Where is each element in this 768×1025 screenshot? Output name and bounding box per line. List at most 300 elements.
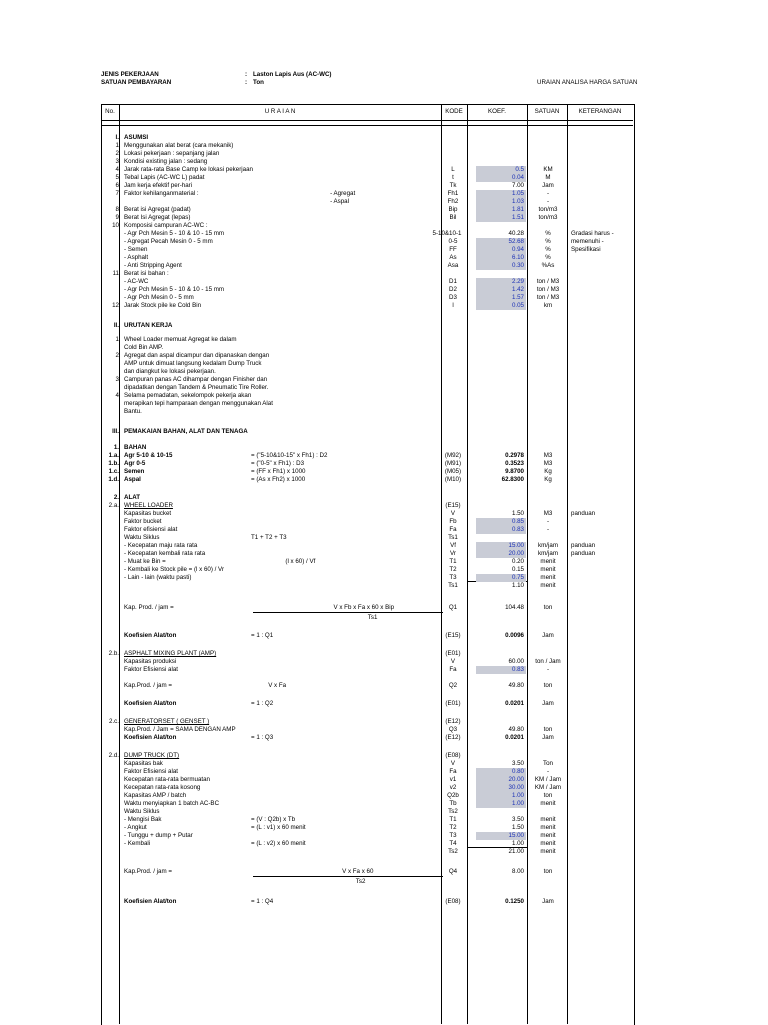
row-number: 1.d. xyxy=(108,476,119,483)
table-row xyxy=(101,558,633,566)
row-number: III. xyxy=(112,428,119,435)
row-kode: v1 xyxy=(449,776,457,783)
row-satuan: ton xyxy=(543,792,553,799)
row-koefisien: 6.10 xyxy=(476,254,526,262)
row-kode: T2 xyxy=(449,566,457,573)
row-satuan: menit xyxy=(540,816,556,823)
table-row xyxy=(101,726,633,734)
row-koefisien: 0.2978 xyxy=(505,452,524,459)
row-uraian: Jarak rata-rata Base Camp ke lokasi pekerjaan xyxy=(124,166,253,173)
row-satuan: M xyxy=(545,174,551,181)
row-uraian: Faktor bucket xyxy=(124,518,162,525)
row-satuan: M3 xyxy=(543,452,553,459)
row-keterangan: memenuhi - xyxy=(571,238,604,245)
row-satuan: M3 xyxy=(543,460,553,467)
row-uraian: - Angkut xyxy=(124,824,147,831)
row-kode: Fa xyxy=(449,768,457,775)
table-row xyxy=(101,502,633,510)
satuan-pembayaran-label: SATUAN PEMBAYARAN xyxy=(101,79,172,86)
row-kode: T2 xyxy=(449,824,457,831)
table-row xyxy=(101,734,633,742)
row-formula: = 1 : Q1 xyxy=(251,632,274,639)
row-kode: Tk xyxy=(449,182,457,189)
row-uraian: - Tunggu + dump + Putar xyxy=(124,832,193,839)
table-row xyxy=(101,666,633,674)
row-satuan: M3 xyxy=(543,510,553,517)
row-uraian: Berat Isi Agregat (lepas) xyxy=(124,214,191,221)
row-number: 2.c. xyxy=(109,718,119,725)
row-kode: Fa xyxy=(449,526,457,533)
row-number: 9 xyxy=(115,214,119,221)
row-uraian: Aspal xyxy=(124,476,141,483)
row-koefisien: 0.1250 xyxy=(505,898,524,905)
table-row xyxy=(101,878,633,886)
table-row xyxy=(101,700,633,708)
row-uraian: AMP untuk dimuat langsung kedalam Dump Truck xyxy=(124,360,262,367)
row-number: 2.a. xyxy=(108,502,119,509)
row-koefisien: 1.00 xyxy=(476,792,526,800)
table-row xyxy=(101,604,633,612)
table-row xyxy=(101,550,633,558)
row-koefisien: 21.00 xyxy=(508,848,524,855)
row-kode: (M05) xyxy=(444,468,462,475)
row-satuan: Kg xyxy=(544,476,552,483)
row-uraian: Kap.Prod. / Jam = SAMA DENGAN AMP xyxy=(124,726,236,733)
row-koefisien: 1.42 xyxy=(476,286,526,294)
row-formula: = (V : Q2b) x Tb xyxy=(251,816,296,823)
row-satuan: ton / M3 xyxy=(536,278,560,285)
row-kode: 5-10&10-1 xyxy=(432,230,462,237)
row-kode: (E01) xyxy=(445,650,461,657)
row-koefisien: 1.81 xyxy=(476,206,526,214)
row-uraian: Campuran panas AC dihampar dengan Finisher dan xyxy=(124,376,268,383)
row-number: 2 xyxy=(115,352,119,359)
table-row xyxy=(101,752,633,760)
table-row xyxy=(101,254,633,262)
row-satuan: Jam xyxy=(542,182,554,189)
table-row xyxy=(101,400,633,408)
table-row xyxy=(101,286,633,294)
row-kode: Fa xyxy=(449,666,457,673)
row-uraian: Berat isi Agregat (padat) xyxy=(124,206,191,213)
row-uraian: Faktor Efisiensi alat xyxy=(124,666,178,673)
row-satuan: % xyxy=(545,246,551,253)
table-row xyxy=(101,190,633,198)
row-koefisien: 0.30 xyxy=(476,262,526,270)
table-row xyxy=(101,848,633,856)
table-row xyxy=(101,526,633,534)
row-uraian: - Mengisi Bak xyxy=(124,816,162,823)
row-koefisien: 0.3523 xyxy=(505,460,524,467)
row-koefisien: 1.05 xyxy=(476,190,526,198)
row-formula: = (L : v2) x 60 menit xyxy=(251,840,306,847)
row-koefisien: 104.48 xyxy=(505,604,524,611)
row-koefisien: 1.10 xyxy=(511,582,524,589)
row-uraian: PEMAKAIAN BAHAN, ALAT DAN TENAGA xyxy=(124,428,248,435)
row-uraian: Waktu Siklus xyxy=(124,534,160,541)
row-uraian: Jarak Stock pile ke Cold Bin xyxy=(124,302,202,309)
table-row xyxy=(101,542,633,550)
row-uraian: - Agr Pch Mesin 5 - 10 & 10 - 15 mm xyxy=(124,230,225,237)
row-koefisien: 1.57 xyxy=(476,294,526,302)
row-koefisien: 0.05 xyxy=(476,302,526,310)
table-row xyxy=(101,898,633,906)
row-uraian: - Semen xyxy=(124,246,148,253)
fraction-line-q4 xyxy=(253,876,443,877)
row-satuan: ton / M3 xyxy=(536,286,560,293)
row-satuan: - xyxy=(546,190,550,197)
row-kode: Q3 xyxy=(448,726,458,733)
row-kode: T1 xyxy=(449,816,457,823)
table-row xyxy=(101,518,633,526)
row-kode: Q2 xyxy=(448,682,458,689)
row-uraian: Kondisi existing jalan : sedang xyxy=(124,158,208,165)
row-number: 1.b. xyxy=(108,460,119,467)
row-kode: (E08) xyxy=(445,752,461,759)
row-uraian: Agr 0-5 xyxy=(124,460,146,467)
row-satuan: Jam xyxy=(542,734,554,741)
row-uraian: Waktu Siklus xyxy=(124,808,160,815)
row-formula: T1 + T2 + T3 xyxy=(251,534,287,541)
table-row xyxy=(101,174,633,182)
row-kode: Fh1 xyxy=(447,190,459,197)
row-kode: FF xyxy=(449,246,457,253)
row-satuan: - xyxy=(546,768,550,775)
table-row xyxy=(101,278,633,286)
row-kode: (E12) xyxy=(445,734,461,741)
row-uraian: - Lain - lain (waktu pasti) xyxy=(124,574,192,581)
row-satuan: - xyxy=(546,518,550,525)
row-satuan: % xyxy=(545,230,551,237)
row-koefisien: 1.00 xyxy=(511,840,524,847)
row-kode: Bil xyxy=(449,214,457,221)
fraction-line-q1 xyxy=(253,612,443,613)
row-kode: V xyxy=(450,760,456,767)
table-row xyxy=(101,832,633,840)
uraian-analisa-title: URAIAN ANALISA HARGA SATUAN xyxy=(537,79,638,86)
row-uraian: Lokasi pekerjaan : sepanjang jalan xyxy=(124,150,220,157)
jenis-pekerjaan-label: JENIS PEKERJAAN xyxy=(101,71,159,78)
table-row xyxy=(101,792,633,800)
row-koefisien: 15.00 xyxy=(476,832,526,840)
row-kode: (E08) xyxy=(445,898,461,905)
row-kode: Ts2 xyxy=(448,808,458,815)
row-satuan: - xyxy=(546,526,550,533)
row-koefisien: 0.85 xyxy=(476,518,526,526)
table-row xyxy=(101,270,633,278)
row-kode: Q1 xyxy=(448,604,458,611)
row-kode: T3 xyxy=(449,832,457,839)
row-koefisien: 0.94 xyxy=(476,246,526,254)
row-koefisien: 0.80 xyxy=(476,768,526,776)
row-koefisien: 2.29 xyxy=(476,278,526,286)
row-formula: = (FF x Fh1) x 1000 xyxy=(251,468,306,475)
row-satuan: ton xyxy=(543,604,553,611)
row-uraian: Jam kerja efektif per-hari xyxy=(124,182,193,189)
row-koefisien: 1.03 xyxy=(476,198,526,206)
row-koefisien: 30.00 xyxy=(476,784,526,792)
row-satuan: menit xyxy=(540,566,556,573)
row-satuan: % xyxy=(545,238,551,245)
row-formula: V x Fb x Fa x 60 x Bip xyxy=(251,604,395,611)
table-row xyxy=(101,392,633,400)
row-satuan: KM xyxy=(543,166,553,173)
table-row xyxy=(101,582,633,590)
row-kode: Vr xyxy=(450,550,456,557)
row-uraian: Koefisien Alat/ton xyxy=(124,898,177,905)
row-satuan: ton / Jam xyxy=(535,658,561,665)
row-formula: Ts2 xyxy=(251,878,366,885)
row-number: 8 xyxy=(115,206,119,213)
row-koefisien: 0.83 xyxy=(476,666,526,674)
row-uraian: Kecepatan rata-rata kosong xyxy=(124,784,201,791)
row-satuan: menit xyxy=(540,582,556,589)
table-row xyxy=(101,534,633,542)
row-kode: V xyxy=(450,510,456,517)
row-uraian: Faktor kehilanganmaterial : xyxy=(124,190,199,197)
table-row xyxy=(101,476,633,484)
row-koefisien: 0.0096 xyxy=(505,632,524,639)
table-row xyxy=(101,776,633,784)
table-row xyxy=(101,428,633,436)
row-uraian: dipadatkan dengan Tandem & Pneumatic Tire Roller. xyxy=(124,384,269,391)
row-formula: V x Fa x 60 xyxy=(251,868,374,875)
row-koefisien: 0.20 xyxy=(511,558,524,565)
row-uraian: Selama pemadatan, sekelompok pekerja akan xyxy=(124,392,252,399)
row-formula: V x Fa xyxy=(251,682,287,689)
table-row xyxy=(101,182,633,190)
table-row xyxy=(101,682,633,690)
row-kode: Fh2 xyxy=(447,198,459,205)
row-uraian: dan diangkut ke lokasi pekerjaan. xyxy=(124,368,216,375)
row-uraian: - Agregat Pecah Mesin 0 - 5 mm xyxy=(124,238,213,245)
row-koefisien: 7.00 xyxy=(511,182,524,189)
row-satuan: ton / M3 xyxy=(536,294,560,301)
row-koefisien: 0.5 xyxy=(476,166,526,174)
row-satuan: menit xyxy=(540,558,556,565)
row-formula: - Aspal xyxy=(251,198,349,205)
row-number: 2.b. xyxy=(108,650,119,657)
row-kode: (E15) xyxy=(445,502,461,509)
row-kode: Vf xyxy=(450,542,456,549)
row-uraian: Menggunakan alat berat (cara mekanik) xyxy=(124,142,234,149)
table-row xyxy=(101,510,633,518)
table-row xyxy=(101,158,633,166)
row-kode: Q2b xyxy=(447,792,459,799)
table-row xyxy=(101,322,633,330)
table-row xyxy=(101,718,633,726)
row-uraian: Wheel Loader memuat Agregat ke dalam xyxy=(124,336,237,343)
row-satuan: menit xyxy=(540,824,556,831)
table-row xyxy=(101,198,633,206)
row-koefisien: 60.00 xyxy=(508,658,524,665)
col-header-uraian: U R A I A N xyxy=(264,108,296,115)
table-row xyxy=(101,134,633,142)
table-row xyxy=(101,800,633,808)
row-formula: = 1 : Q2 xyxy=(251,700,274,707)
row-keterangan: panduan xyxy=(571,550,596,557)
row-uraian: - Agr Pch Mesin 5 - 10 & 10 - 15 mm xyxy=(124,286,225,293)
row-kode: v2 xyxy=(449,784,457,791)
row-koefisien: 49.80 xyxy=(508,682,524,689)
row-uraian: Tebal Lapis (AC-WC L) padat xyxy=(124,174,205,181)
row-uraian: - Agr Pch Mesin 0 - 5 mm xyxy=(124,294,194,301)
row-satuan: ton xyxy=(543,726,553,733)
header-divider-2 xyxy=(101,125,633,126)
row-koefisien: 3.50 xyxy=(511,816,524,823)
table-row xyxy=(101,494,633,502)
row-uraian: ASUMSI xyxy=(124,134,149,141)
table-row xyxy=(101,816,633,824)
table-row xyxy=(101,262,633,270)
table-row xyxy=(101,222,633,230)
row-koefisien: 1.50 xyxy=(511,824,524,831)
row-formula: = ("5-10&10-15" x Fh1) : D2 xyxy=(251,452,328,459)
table-row xyxy=(101,238,633,246)
row-satuan: Kg xyxy=(544,468,552,475)
row-kode: L xyxy=(451,166,455,173)
row-kode: Asa xyxy=(447,262,459,269)
row-kode: Ts1 xyxy=(448,582,458,589)
row-koefisien: 15.00 xyxy=(476,542,526,550)
row-kode: t xyxy=(452,174,454,181)
table-row xyxy=(101,868,633,876)
row-uraian: Bantu. xyxy=(124,408,142,415)
table-row xyxy=(101,376,633,384)
row-keterangan: panduan xyxy=(571,510,596,517)
row-number: 1. xyxy=(113,444,119,451)
table-row xyxy=(101,574,633,582)
header-divider xyxy=(101,120,633,121)
table-row xyxy=(101,142,633,150)
table-row xyxy=(101,452,633,460)
row-satuan: ton xyxy=(543,682,553,689)
row-uraian: Kapasitas AMP / batch xyxy=(124,792,187,799)
table-row xyxy=(101,468,633,476)
row-formula: = (As x Fh2) x 1000 xyxy=(251,476,306,483)
row-satuan: Ton xyxy=(543,760,553,767)
row-koefisien: 3.50 xyxy=(511,760,524,767)
table-row xyxy=(101,408,633,416)
table-row xyxy=(101,444,633,452)
row-koefisien: 1.51 xyxy=(476,214,526,222)
row-number: I. xyxy=(115,134,119,141)
table-row xyxy=(101,614,633,622)
row-koefisien: 20.00 xyxy=(476,776,526,784)
table-row xyxy=(101,336,633,344)
row-satuan: - xyxy=(546,198,550,205)
row-number: 10 xyxy=(112,222,119,229)
table-row xyxy=(101,760,633,768)
row-number: 3 xyxy=(115,376,119,383)
row-uraian: Kapasitas produksi xyxy=(124,658,177,665)
row-uraian: Koefisien Alat/ton xyxy=(124,734,177,741)
row-formula: = ("0-5" x Fh1) : D3 xyxy=(251,460,305,467)
table-row xyxy=(101,150,633,158)
row-number: 1.a. xyxy=(108,452,119,459)
row-number: 2.d. xyxy=(108,752,119,759)
col-header-koef: KOEF. xyxy=(488,108,506,115)
row-satuan: Jam xyxy=(542,700,554,707)
row-kode: Q4 xyxy=(448,868,458,875)
row-satuan: menit xyxy=(540,848,556,855)
row-number: 2 xyxy=(115,150,119,157)
row-uraian: Kecepatan rata-rata bermuatan xyxy=(124,776,210,783)
row-koefisien: 8.00 xyxy=(511,868,524,875)
row-uraian: Koefisien Alat/ton xyxy=(124,700,177,707)
row-satuan: menit xyxy=(540,574,556,581)
table-row xyxy=(101,784,633,792)
row-number: II. xyxy=(113,322,119,329)
row-kode: (M10) xyxy=(444,476,462,483)
row-uraian: ALAT xyxy=(124,494,141,501)
row-kode: T3 xyxy=(449,574,457,581)
satuan-pembayaran-value: Ton xyxy=(253,79,264,86)
col-header-satuan: SATUAN xyxy=(534,108,560,115)
row-uraian: DUMP TRUCK (DT) xyxy=(124,752,180,759)
row-uraian: - Kembali ke Stock pile = (l x 60) / Vr xyxy=(124,566,225,573)
row-uraian: Agregat dan aspal dicampur dan dipanaskan dengan xyxy=(124,352,270,359)
table-row xyxy=(101,344,633,352)
table-row xyxy=(101,566,633,574)
table-row xyxy=(101,632,633,640)
row-uraian: Kapasitas bucket xyxy=(124,510,172,517)
row-koefisien: 0.04 xyxy=(476,174,526,182)
row-satuan: % xyxy=(545,254,551,261)
row-number: 12 xyxy=(112,302,119,309)
row-kode: l xyxy=(452,302,454,309)
row-uraian: Kap.Prod. / jam = xyxy=(124,682,172,689)
table-row xyxy=(101,650,633,658)
row-satuan: ton/m3 xyxy=(538,214,558,221)
row-koefisien: 0.75 xyxy=(476,574,526,582)
row-uraian: Agr 5-10 & 10-15 xyxy=(124,452,173,459)
row-number: 1 xyxy=(115,142,119,149)
table-row xyxy=(101,230,633,238)
row-uraian: WHEEL LOADER xyxy=(124,502,173,509)
row-uraian: Kap.Prod. / jam = xyxy=(124,868,172,875)
row-number: 7 xyxy=(115,190,119,197)
row-satuan: Jam xyxy=(542,898,554,905)
row-uraian: ASPHALT MIXING PLANT (AMP) xyxy=(124,650,217,657)
row-kode: Fb xyxy=(449,518,457,525)
row-kode: (E15) xyxy=(445,632,461,639)
table-row xyxy=(101,808,633,816)
row-number: 4 xyxy=(115,392,119,399)
row-koefisien: 0.0201 xyxy=(505,734,524,741)
row-kode: D1 xyxy=(449,278,457,285)
row-kode: As xyxy=(449,254,457,261)
table-row xyxy=(101,384,633,392)
row-number: 5 xyxy=(115,174,119,181)
row-kode: Tb xyxy=(449,800,457,807)
row-kode: 0-5 xyxy=(448,238,458,245)
row-uraian: - Kecepatan maju rata rata xyxy=(124,542,198,549)
row-koefisien: 62.8300 xyxy=(501,476,524,483)
row-satuan: KM / Jam xyxy=(534,784,562,791)
table-row xyxy=(101,214,633,222)
row-uraian: Kapasitas bak xyxy=(124,760,163,767)
jenis-pekerjaan-value: Laston Lapis Aus (AC-WC) xyxy=(253,71,332,78)
row-koefisien: 20.00 xyxy=(476,550,526,558)
col-header-keterangan: KETERANGAN xyxy=(578,108,622,115)
row-koefisien: 1.50 xyxy=(511,510,524,517)
table-row xyxy=(101,658,633,666)
row-formula: = 1 : Q4 xyxy=(251,898,274,905)
row-koefisien: 40.28 xyxy=(508,230,524,237)
row-uraian: Cold Bin AMP. xyxy=(124,344,164,351)
row-kode: (E01) xyxy=(445,700,461,707)
